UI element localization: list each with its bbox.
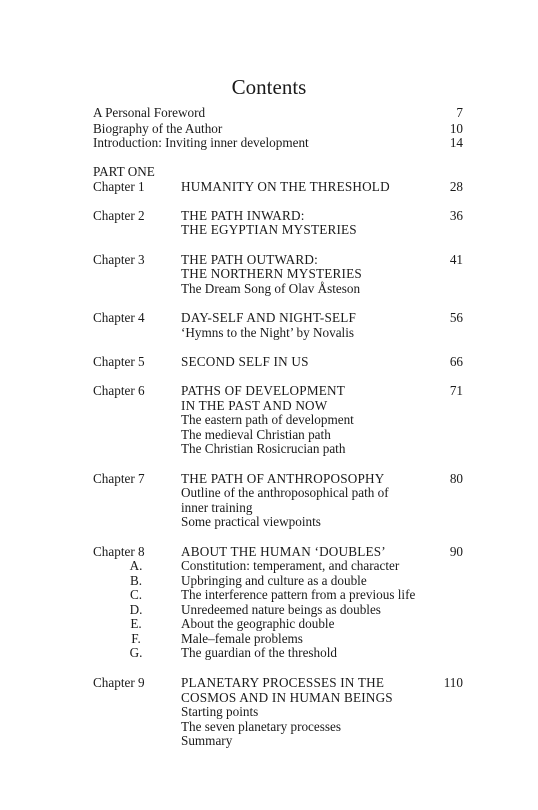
page-number: 66	[449, 354, 463, 369]
chapter-title: THE PATH OF ANTHROPOSOPHY	[181, 471, 385, 486]
chapter-title: PLANETARY PROCESSES IN THE	[181, 675, 385, 690]
lettered-entry[interactable]: F. Male–female problems	[0, 631, 538, 647]
sub-entry[interactable]: Starting points	[181, 704, 259, 719]
entry-letter: A.	[129, 558, 143, 573]
page-number: 28	[449, 179, 463, 194]
sub-entry[interactable]: The Christian Rosicrucian path	[181, 441, 346, 456]
entry-letter: B.	[129, 573, 143, 588]
sub-entry[interactable]: Outline of the anthroposophical path of	[181, 485, 389, 500]
chapter-title: SECOND SELF IN US	[181, 354, 309, 369]
sub-entry[interactable]: The Dream Song of Olav Åsteson	[181, 281, 361, 296]
entry-label: Biography of the Author	[93, 121, 223, 136]
chapter-title: HUMANITY ON THE THRESHOLD	[181, 179, 390, 194]
chapter-label: Chapter 2	[93, 208, 145, 223]
lettered-entry[interactable]: B. Upbringing and culture as a double	[0, 573, 538, 589]
sub-entry[interactable]: The eastern path of development	[181, 412, 354, 427]
chapter-4[interactable]	[0, 310, 538, 326]
toc-entry[interactable]	[0, 135, 538, 151]
chapter-title: ABOUT THE HUMAN ‘DOUBLES’	[181, 544, 386, 559]
toc-entry[interactable]	[0, 105, 538, 121]
lettered-entry[interactable]: D. Unredeemed nature beings as doubles	[0, 602, 538, 618]
entry-letter: C.	[129, 587, 143, 602]
chapter-title: THE PATH INWARD:	[181, 208, 305, 223]
lettered-entry[interactable]: G. The guardian of the threshold	[0, 645, 538, 661]
page-title: Contents	[231, 75, 307, 99]
page-number: 90	[449, 544, 463, 559]
entry-label: Introduction: Inviting inner development	[93, 135, 309, 150]
chapter-label: Chapter 1	[93, 179, 145, 194]
page-number: 7	[456, 105, 463, 120]
chapter-6[interactable]	[0, 383, 538, 399]
entry-label: A Personal Foreword	[93, 105, 206, 120]
chapter-title: DAY-SELF AND NIGHT-SELF	[181, 310, 357, 325]
sub-entry[interactable]: Summary	[181, 733, 233, 748]
chapter-label: Chapter 5	[93, 354, 145, 369]
entry-letter: F.	[131, 631, 141, 646]
chapter-label: Chapter 3	[93, 252, 145, 267]
lettered-entry[interactable]: C. The interference pattern from a previous life	[0, 587, 538, 603]
chapter-1[interactable]	[0, 179, 538, 195]
sub-entry[interactable]: ‘Hymns to the Night’ by Novalis	[181, 325, 355, 340]
part-heading: PART ONE	[93, 164, 155, 179]
chapter-title-continued: THE NORTHERN MYSTERIES	[181, 266, 362, 281]
page-number: 71	[449, 383, 463, 398]
lettered-entry[interactable]: A. Constitution: temperament, and character	[0, 558, 538, 574]
page-number: 36	[449, 208, 463, 223]
chapter-title: PATHS OF DEVELOPMENT	[181, 383, 345, 398]
entry-letter: D.	[129, 602, 143, 617]
chapter-label: Chapter 4	[93, 310, 145, 325]
page-number: 80	[449, 471, 463, 486]
chapter-title-continued: COSMOS AND IN HUMAN BEINGS	[181, 690, 393, 705]
chapter-label: Chapter 7	[93, 471, 145, 486]
entry-letter: E.	[130, 616, 142, 631]
page-number: 14	[449, 135, 463, 150]
lettered-entry[interactable]: E. About the geographic double	[0, 616, 538, 632]
chapter-title-continued: IN THE PAST AND NOW	[181, 398, 328, 413]
chapter-label: Chapter 6	[93, 383, 145, 398]
page-number: 41	[449, 252, 463, 267]
page-number: 110	[443, 675, 463, 690]
page-number: 56	[449, 310, 463, 325]
chapter-label: Chapter 8	[93, 544, 145, 559]
sub-entry[interactable]: Some practical viewpoints	[181, 514, 321, 529]
chapter-title-continued: THE EGYPTIAN MYSTERIES	[181, 222, 357, 237]
page-number: 10	[449, 121, 463, 136]
chapter-label: Chapter 9	[93, 675, 145, 690]
sub-entry[interactable]: The medieval Christian path	[181, 427, 331, 442]
sub-entry-continued: inner training	[181, 500, 253, 515]
chapter-5[interactable]	[0, 354, 538, 370]
chapter-title: THE PATH OUTWARD:	[181, 252, 318, 267]
sub-entry[interactable]: The seven planetary processes	[181, 719, 342, 734]
entry-letter: G.	[129, 645, 143, 660]
chapter-9[interactable]	[0, 675, 538, 691]
